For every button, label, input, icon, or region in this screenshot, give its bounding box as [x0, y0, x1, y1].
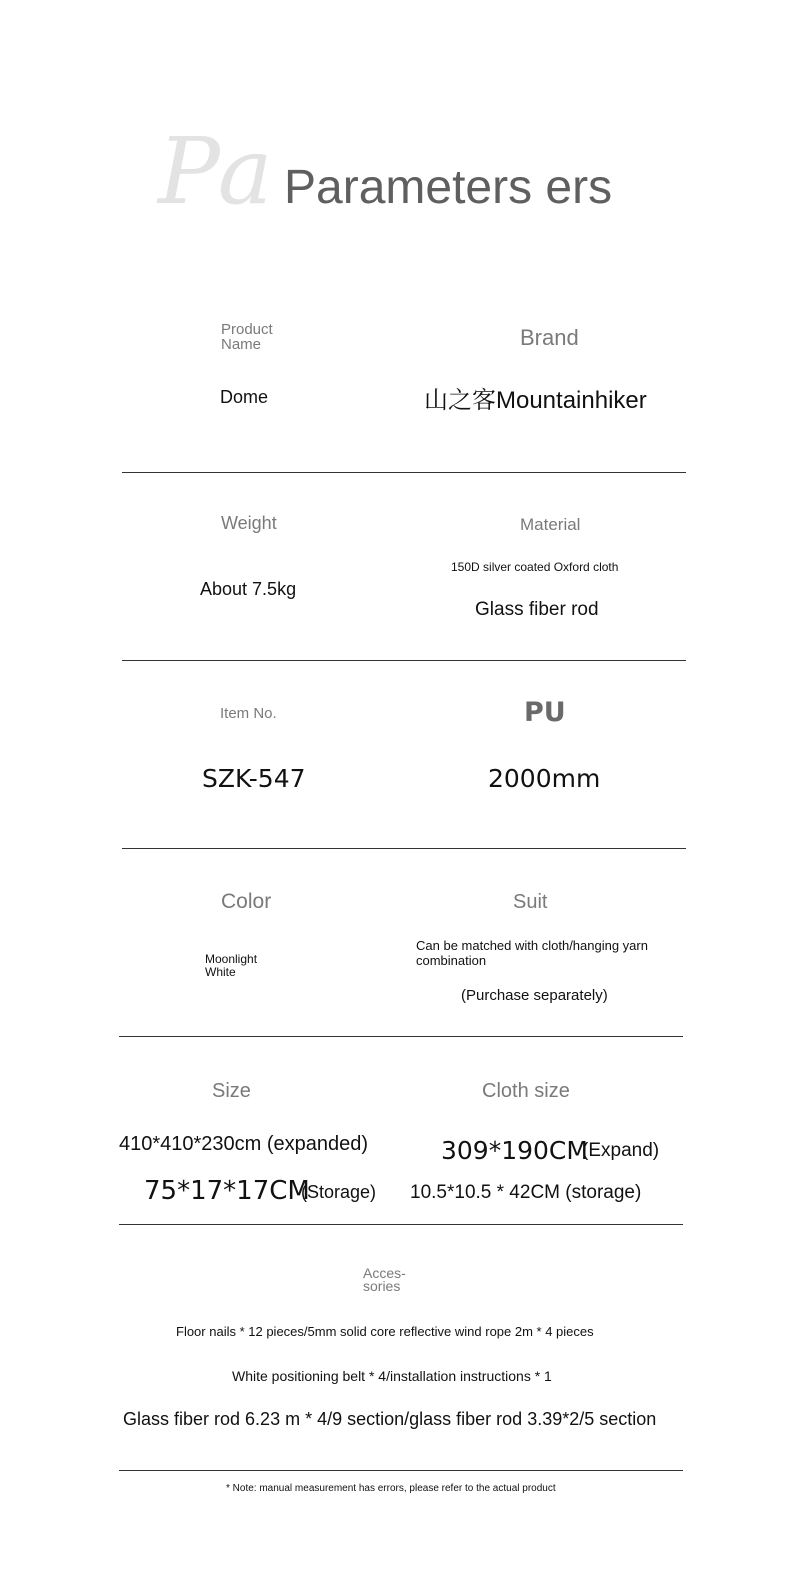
accessories-label: Acces- sories [363, 1265, 406, 1294]
row-divider [122, 848, 686, 849]
cloth-size-storage-value: 10.5*10.5 * 42CM (storage) [410, 1182, 642, 1203]
size-storage-value: 75*17*17CM [144, 1176, 310, 1206]
cloth-size-expand-note: (Expand) [582, 1140, 660, 1161]
size-storage-note: (Storage) [301, 1182, 377, 1202]
row-divider [122, 660, 686, 661]
accessories-line-1: Floor nails * 12 pieces/5mm solid core reflective wind rope 2m * 4 pieces [176, 1324, 594, 1339]
accessories-line-2: White positioning belt * 4/installation instructions * 1 [232, 1368, 552, 1384]
item-no-value: SZK-547 [202, 764, 306, 793]
page-title: Parameters ers [284, 161, 613, 214]
row-divider [119, 1224, 683, 1225]
material-fabric-value: 150D silver coated Oxford cloth [451, 560, 619, 574]
color-value: Moonlight White [205, 952, 258, 979]
material-label: Material [520, 515, 581, 534]
suit-label: Suit [513, 891, 548, 913]
title-watermark: Pa [158, 118, 275, 225]
size-expanded-value: 410*410*230cm (expanded) [119, 1133, 369, 1155]
size-label: Size [212, 1080, 251, 1102]
cloth-size-expand-value: 309*190CM [441, 1136, 588, 1165]
product-name-value: Dome [220, 387, 269, 407]
suit-value: Can be matched with cloth/hanging yarn combination [416, 938, 648, 968]
weight-value: About 7.5kg [200, 579, 297, 599]
item-no-label: Item No. [220, 705, 277, 722]
pu-value: 2000mm [488, 764, 601, 793]
suit-note: (Purchase separately) [461, 987, 608, 1004]
product-name-label: Product Name [221, 321, 273, 353]
accessories-line-3: Glass fiber rod 6.23 m * 4/9 section/glass fiber rod 3.39*2/5 section [123, 1409, 657, 1429]
cloth-size-label: Cloth size [482, 1080, 570, 1102]
row-divider [119, 1470, 683, 1471]
weight-label: Weight [221, 513, 277, 533]
pu-label: PU [524, 697, 566, 728]
color-label: Color [221, 890, 272, 913]
row-divider [119, 1036, 683, 1037]
row-divider [122, 472, 686, 473]
material-rod-value: Glass fiber rod [475, 599, 599, 620]
brand-label: Brand [520, 325, 579, 350]
measurement-note: * Note: manual measurement has errors, please refer to the actual product [226, 1483, 556, 1494]
brand-value: 山之客Mountainhiker [424, 387, 647, 414]
